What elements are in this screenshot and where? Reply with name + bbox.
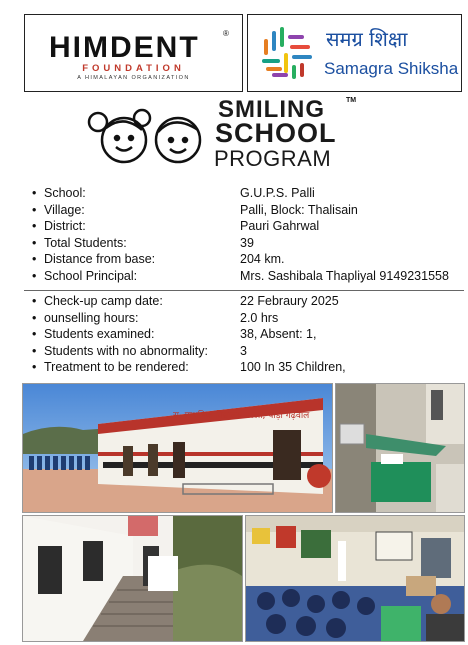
info-value: 39 bbox=[240, 235, 254, 250]
himdent-foundation-text: FOUNDATION bbox=[82, 63, 185, 74]
info-row-treatment bbox=[32, 359, 462, 376]
info-value: G.U.P.S. Palli bbox=[240, 186, 315, 200]
info-row-camp-date bbox=[32, 293, 462, 310]
info-row-no-abnormality bbox=[32, 343, 462, 360]
info-label: • Village: bbox=[32, 202, 85, 219]
program-title-line2: SCHOOL bbox=[215, 118, 337, 148]
camp-info-list bbox=[32, 293, 462, 376]
building-sign-text: रा. प्राथमिक विद्यालय पल्ली, पौड़ी गढ़वाल bbox=[173, 411, 310, 421]
program-title-line3: PROGRAM bbox=[214, 146, 332, 171]
info-value: 38, Absent: 1, bbox=[240, 327, 317, 342]
school-stairs-photo bbox=[22, 515, 243, 642]
info-row-district bbox=[32, 218, 462, 235]
samagra-shiksha-emblem-icon bbox=[258, 23, 318, 83]
info-label: • Distance from base: bbox=[32, 251, 155, 268]
info-label: • District: bbox=[32, 218, 86, 235]
samagra-shiksha-logo bbox=[247, 14, 462, 92]
school-building-photo bbox=[22, 383, 333, 513]
info-label: • Check-up camp date: bbox=[32, 293, 163, 310]
info-row-principal bbox=[32, 268, 462, 285]
himdent-tagline: A HIMALAYAN ORGANIZATION bbox=[77, 75, 190, 81]
info-label: • Students examined: bbox=[32, 326, 155, 343]
info-label: • Students with no abnormality: bbox=[32, 343, 208, 360]
info-row-village bbox=[32, 202, 462, 219]
trademark-mark: TM bbox=[346, 97, 357, 104]
himdent-logo bbox=[24, 14, 243, 92]
samagra-hindi-title: समग्र शिक्षा bbox=[326, 27, 408, 51]
program-title-line1: SMILING bbox=[218, 96, 325, 123]
info-label: • ounselling hours: bbox=[32, 310, 139, 327]
info-row-counselling-hours bbox=[32, 310, 462, 327]
registered-mark: ® bbox=[223, 29, 229, 38]
smiling-children-icon bbox=[84, 102, 214, 166]
classroom-photo bbox=[245, 515, 465, 642]
info-row-total-students bbox=[32, 235, 462, 252]
himdent-wordmark: HIMDENT bbox=[49, 31, 200, 64]
school-info-list bbox=[32, 185, 462, 285]
info-row-distance bbox=[32, 251, 462, 268]
info-label: • School Principal: bbox=[32, 268, 137, 285]
info-label: • School: bbox=[32, 185, 86, 202]
info-value: 22 Febraury 2025 bbox=[240, 294, 339, 308]
info-value: Pauri Gahrwal bbox=[240, 219, 320, 234]
info-value: Mrs. Sashibala Thapliyal 9149231558 bbox=[240, 268, 449, 283]
info-label: • Total Students: bbox=[32, 235, 127, 252]
info-value: 3 bbox=[240, 343, 247, 358]
info-value: 100 In 35 Children, bbox=[240, 360, 346, 375]
info-value: 204 km. bbox=[240, 252, 285, 267]
info-value: Palli, Block: Thalisain bbox=[240, 202, 358, 217]
info-row-school bbox=[32, 185, 462, 202]
info-value: 2.0 hrs bbox=[240, 310, 279, 325]
info-row-students-examined bbox=[32, 326, 462, 343]
samagra-english-title: Samagra Shiksha bbox=[324, 59, 459, 78]
info-label: • Treatment to be rendered: bbox=[32, 359, 189, 376]
dental-chair-photo bbox=[335, 383, 465, 513]
section-divider bbox=[24, 290, 464, 291]
